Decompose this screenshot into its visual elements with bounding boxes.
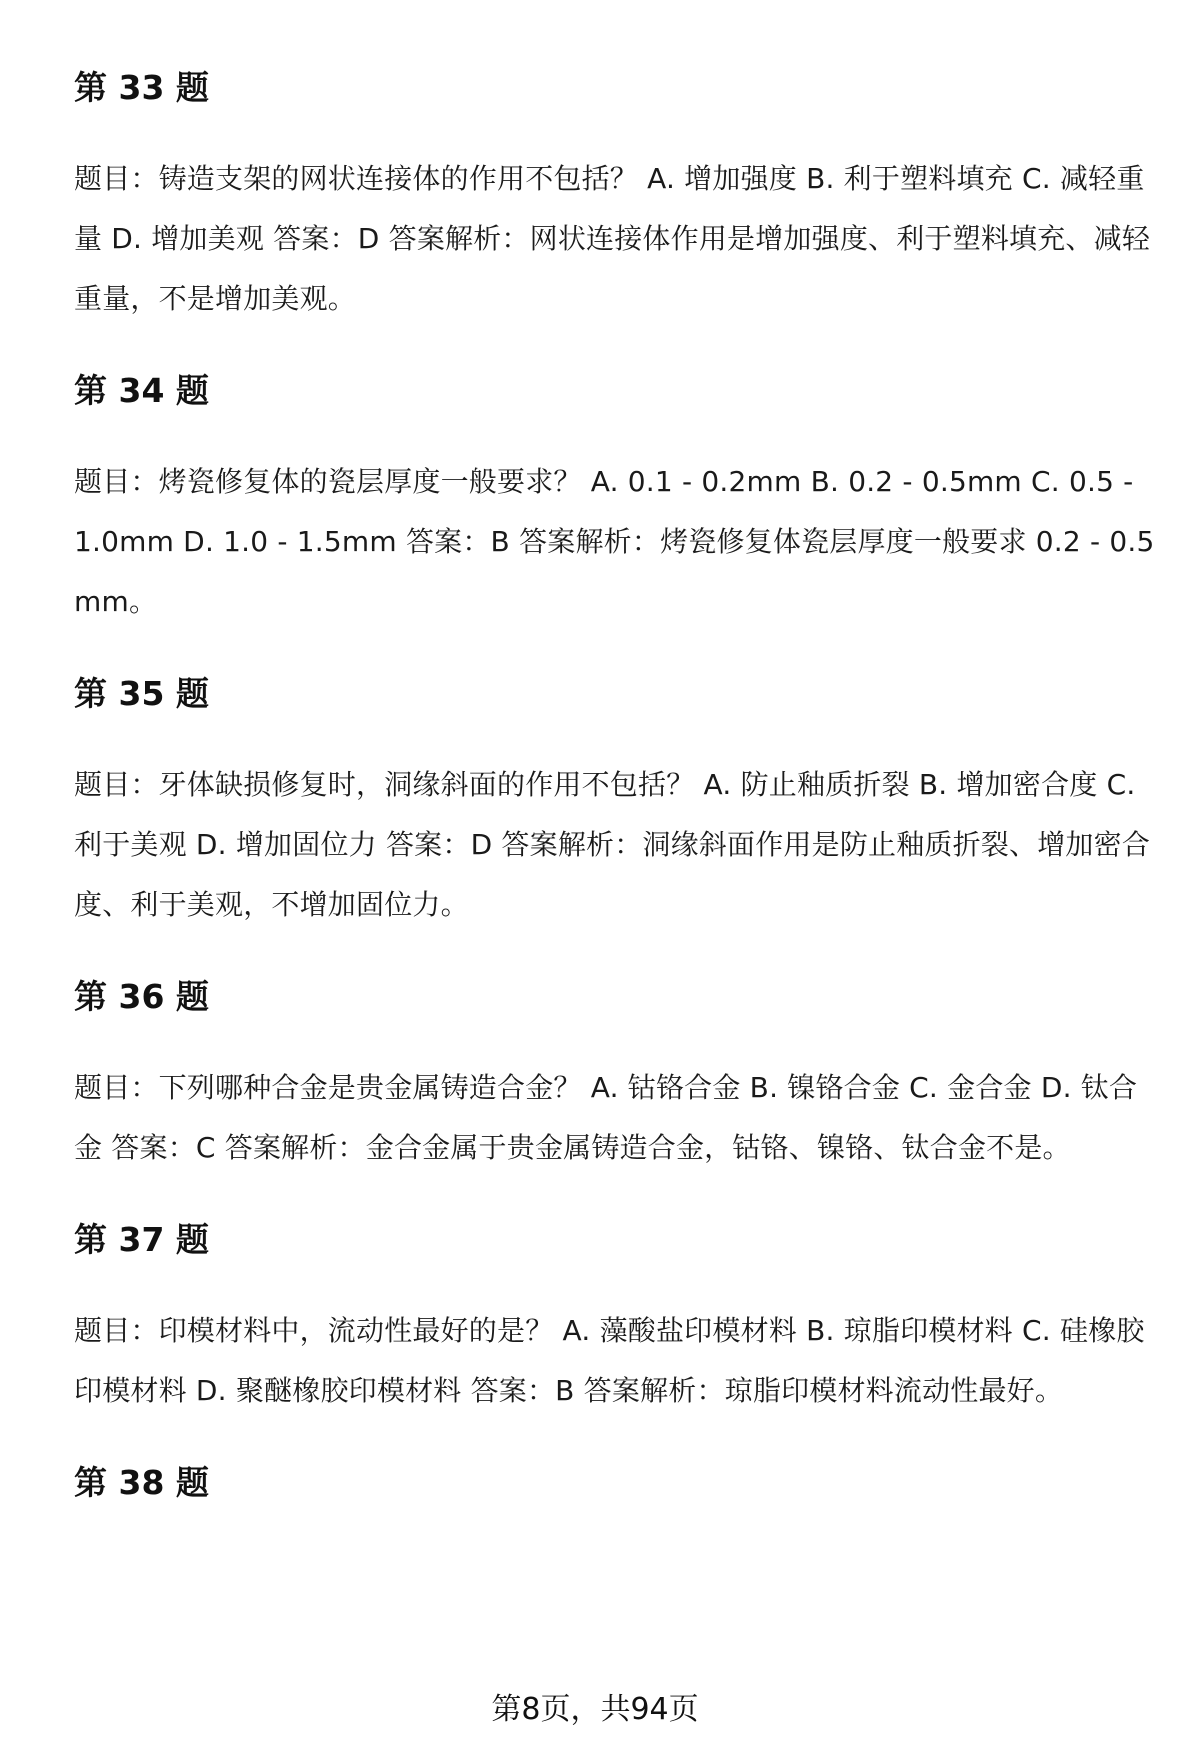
question-heading: 第 38 题 bbox=[74, 1463, 209, 1502]
question-body: 题目：下列哪种合金是贵金属铸造合金？ A. 钴铬合金 B. 镍铬合金 C. 金合金 D. 钛合金 答案：C 答案解析：金合金属于贵金属铸造合金，钴铬、镍铬、钛合金不是。 bbox=[74, 1071, 1138, 1164]
question-body: 题目：烤瓷修复体的瓷层厚度一般要求？ A. 0.1 - 0.2mm B. 0.2 - 0.5mm C. 0.5 - 1.0mm D. 1.0 - 1.5mm 答案：B 答案解析：烤瓷修复体瓷层厚度一般要求 0.2 - 0.5mm。 bbox=[74, 465, 1155, 618]
question-33 bbox=[74, 66, 1164, 329]
question-heading: 第 36 题 bbox=[74, 977, 209, 1016]
question-body: 题目：牙体缺损修复时，洞缘斜面的作用不包括？ A. 防止釉质折裂 B. 增加密合度 C. 利于美观 D. 增加固位力 答案：D 答案解析：洞缘斜面作用是防止釉质折裂、增加密合度、利于美观，不增加固位力。 bbox=[74, 768, 1151, 921]
question-36 bbox=[74, 975, 1164, 1178]
question-35 bbox=[74, 672, 1164, 935]
question-34 bbox=[74, 369, 1164, 632]
question-heading: 第 34 题 bbox=[74, 371, 209, 410]
question-37 bbox=[74, 1218, 1164, 1421]
question-heading: 第 33 题 bbox=[74, 68, 209, 107]
page-number: 第8页，共94页 bbox=[491, 1692, 699, 1727]
question-heading: 第 37 题 bbox=[74, 1220, 209, 1259]
question-body: 题目：铸造支架的网状连接体的作用不包括？ A. 增加强度 B. 利于塑料填充 C. 减轻重量 D. 增加美观 答案：D 答案解析：网状连接体作用是增加强度、利于塑料填充、减轻重量，不是增加美观。 bbox=[74, 162, 1151, 315]
question-list bbox=[74, 66, 1164, 1544]
question-body: 题目：印模材料中，流动性最好的是？ A. 藻酸盐印模材料 B. 琼脂印模材料 C. 硅橡胶印模材料 D. 聚醚橡胶印模材料 答案：B 答案解析：琼脂印模材料流动性最好。 bbox=[74, 1314, 1145, 1407]
question-heading: 第 35 题 bbox=[74, 674, 209, 713]
question-38 bbox=[74, 1461, 1164, 1505]
